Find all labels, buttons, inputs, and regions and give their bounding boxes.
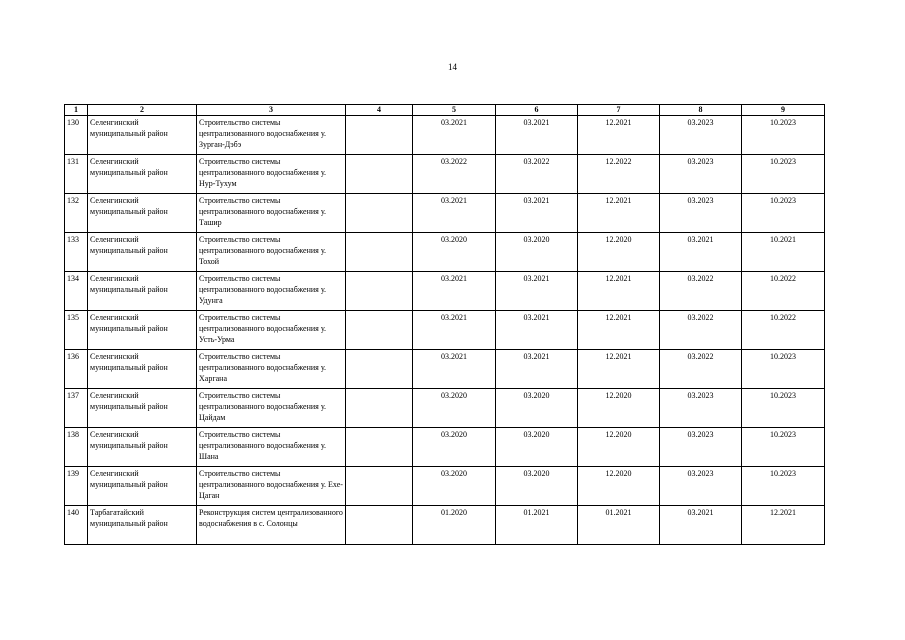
district-cell: Селенгинский муниципальный район (88, 194, 197, 233)
column-header: 6 (496, 105, 578, 116)
district-cell: Селенгинский муниципальный район (88, 467, 197, 506)
column-7-date-cell: 12.2021 (578, 116, 660, 155)
page-number: 14 (448, 62, 457, 72)
table-row (65, 272, 825, 311)
column-6-date-cell: 01.2021 (496, 506, 578, 545)
column-8-date-cell: 03.2022 (660, 311, 742, 350)
column-5-date-cell: 03.2020 (413, 467, 496, 506)
district-cell: Селенгинский муниципальный район (88, 428, 197, 467)
column-header: 5 (413, 105, 496, 116)
table-row (65, 116, 825, 155)
column-5-date-cell: 03.2020 (413, 428, 496, 467)
row-number-cell: 140 (65, 506, 88, 545)
column-5-date-cell: 03.2021 (413, 311, 496, 350)
column-6-date-cell: 03.2021 (496, 311, 578, 350)
column-9-date-cell: 10.2023 (742, 389, 825, 428)
column-header: 7 (578, 105, 660, 116)
object-cell: Строительство системы централизованного водоснабжения у. Харгана (197, 350, 346, 389)
district-cell: Селенгинский муниципальный район (88, 155, 197, 194)
row-number-cell: 130 (65, 116, 88, 155)
object-cell: Строительство системы централизованного водоснабжения у. Тохой (197, 233, 346, 272)
column-4-cell (346, 194, 413, 233)
column-8-date-cell: 03.2023 (660, 467, 742, 506)
schedule-table (64, 104, 825, 545)
column-7-date-cell: 12.2021 (578, 350, 660, 389)
column-4-cell (346, 311, 413, 350)
column-8-date-cell: 03.2023 (660, 194, 742, 233)
column-9-date-cell: 10.2021 (742, 233, 825, 272)
column-6-date-cell: 03.2021 (496, 272, 578, 311)
column-9-date-cell: 10.2022 (742, 311, 825, 350)
row-number-cell: 138 (65, 428, 88, 467)
column-7-date-cell: 12.2020 (578, 428, 660, 467)
table-row (65, 467, 825, 506)
table-row (65, 350, 825, 389)
district-cell: Селенгинский муниципальный район (88, 116, 197, 155)
column-4-cell (346, 467, 413, 506)
row-number-cell: 133 (65, 233, 88, 272)
column-5-date-cell: 01.2020 (413, 506, 496, 545)
object-cell: Строительство системы централизованного водоснабжения у. Усть-Урма (197, 311, 346, 350)
district-cell: Селенгинский муниципальный район (88, 389, 197, 428)
column-7-date-cell: 12.2021 (578, 311, 660, 350)
column-8-date-cell: 03.2023 (660, 116, 742, 155)
column-8-date-cell: 03.2022 (660, 272, 742, 311)
column-8-date-cell: 03.2023 (660, 389, 742, 428)
column-8-date-cell: 03.2021 (660, 233, 742, 272)
row-number-cell: 135 (65, 311, 88, 350)
column-8-date-cell: 03.2023 (660, 155, 742, 194)
column-5-date-cell: 03.2020 (413, 389, 496, 428)
row-number-cell: 131 (65, 155, 88, 194)
row-number-cell: 132 (65, 194, 88, 233)
column-5-date-cell: 03.2021 (413, 350, 496, 389)
row-number-cell: 137 (65, 389, 88, 428)
table-row (65, 233, 825, 272)
table-body (65, 116, 825, 545)
object-cell: Строительство системы централизованного водоснабжения у. Нур-Тухум (197, 155, 346, 194)
district-cell: Селенгинский муниципальный район (88, 311, 197, 350)
column-9-date-cell: 10.2023 (742, 467, 825, 506)
object-cell: Строительство системы централизованного водоснабжения у. Шана (197, 428, 346, 467)
table-row (65, 194, 825, 233)
column-6-date-cell: 03.2020 (496, 467, 578, 506)
column-6-date-cell: 03.2020 (496, 233, 578, 272)
column-4-cell (346, 506, 413, 545)
column-5-date-cell: 03.2022 (413, 155, 496, 194)
column-7-date-cell: 12.2020 (578, 389, 660, 428)
district-cell: Тарбагатайский муниципальный район (88, 506, 197, 545)
column-8-date-cell: 03.2021 (660, 506, 742, 545)
row-number-cell: 136 (65, 350, 88, 389)
column-7-date-cell: 12.2021 (578, 194, 660, 233)
column-9-date-cell: 10.2023 (742, 194, 825, 233)
column-4-cell (346, 350, 413, 389)
column-6-date-cell: 03.2020 (496, 428, 578, 467)
column-6-date-cell: 03.2021 (496, 194, 578, 233)
table-row (65, 428, 825, 467)
column-8-date-cell: 03.2023 (660, 428, 742, 467)
column-6-date-cell: 03.2020 (496, 389, 578, 428)
column-4-cell (346, 428, 413, 467)
object-cell: Строительство системы централизованного водоснабжения у. Удунга (197, 272, 346, 311)
column-6-date-cell: 03.2021 (496, 116, 578, 155)
column-4-cell (346, 155, 413, 194)
district-cell: Селенгинский муниципальный район (88, 272, 197, 311)
column-9-date-cell: 10.2023 (742, 155, 825, 194)
column-header: 8 (660, 105, 742, 116)
table-row (65, 389, 825, 428)
column-5-date-cell: 03.2021 (413, 116, 496, 155)
column-9-date-cell: 10.2023 (742, 116, 825, 155)
column-5-date-cell: 03.2021 (413, 272, 496, 311)
column-4-cell (346, 233, 413, 272)
column-9-date-cell: 10.2022 (742, 272, 825, 311)
column-5-date-cell: 03.2020 (413, 233, 496, 272)
column-4-cell (346, 389, 413, 428)
column-9-date-cell: 12.2021 (742, 506, 825, 545)
row-number-cell: 139 (65, 467, 88, 506)
district-cell: Селенгинский муниципальный район (88, 233, 197, 272)
object-cell: Строительство системы централизованного водоснабжения у. Зурган-Дэбэ (197, 116, 346, 155)
table-row (65, 506, 825, 545)
column-header: 2 (88, 105, 197, 116)
column-7-date-cell: 12.2021 (578, 272, 660, 311)
column-8-date-cell: 03.2022 (660, 350, 742, 389)
table-row (65, 155, 825, 194)
column-5-date-cell: 03.2021 (413, 194, 496, 233)
column-7-date-cell: 12.2022 (578, 155, 660, 194)
column-4-cell (346, 116, 413, 155)
column-9-date-cell: 10.2023 (742, 350, 825, 389)
column-header: 3 (197, 105, 346, 116)
column-7-date-cell: 12.2020 (578, 233, 660, 272)
table-header-row (65, 105, 825, 116)
column-7-date-cell: 12.2020 (578, 467, 660, 506)
object-cell: Строительство системы централизованного водоснабжения у. Ташир (197, 194, 346, 233)
object-cell: Строительство системы централизованного водоснабжения у. Ехе-Цаган (197, 467, 346, 506)
column-header: 1 (65, 105, 88, 116)
object-cell: Строительство системы централизованного водоснабжения у. Цайдам (197, 389, 346, 428)
column-7-date-cell: 01.2021 (578, 506, 660, 545)
column-header: 4 (346, 105, 413, 116)
object-cell: Реконструкция систем централизованного водоснабжения в с. Солонцы (197, 506, 346, 545)
column-header: 9 (742, 105, 825, 116)
column-9-date-cell: 10.2023 (742, 428, 825, 467)
district-cell: Селенгинский муниципальный район (88, 350, 197, 389)
row-number-cell: 134 (65, 272, 88, 311)
column-6-date-cell: 03.2022 (496, 155, 578, 194)
column-4-cell (346, 272, 413, 311)
table-row (65, 311, 825, 350)
column-6-date-cell: 03.2021 (496, 350, 578, 389)
